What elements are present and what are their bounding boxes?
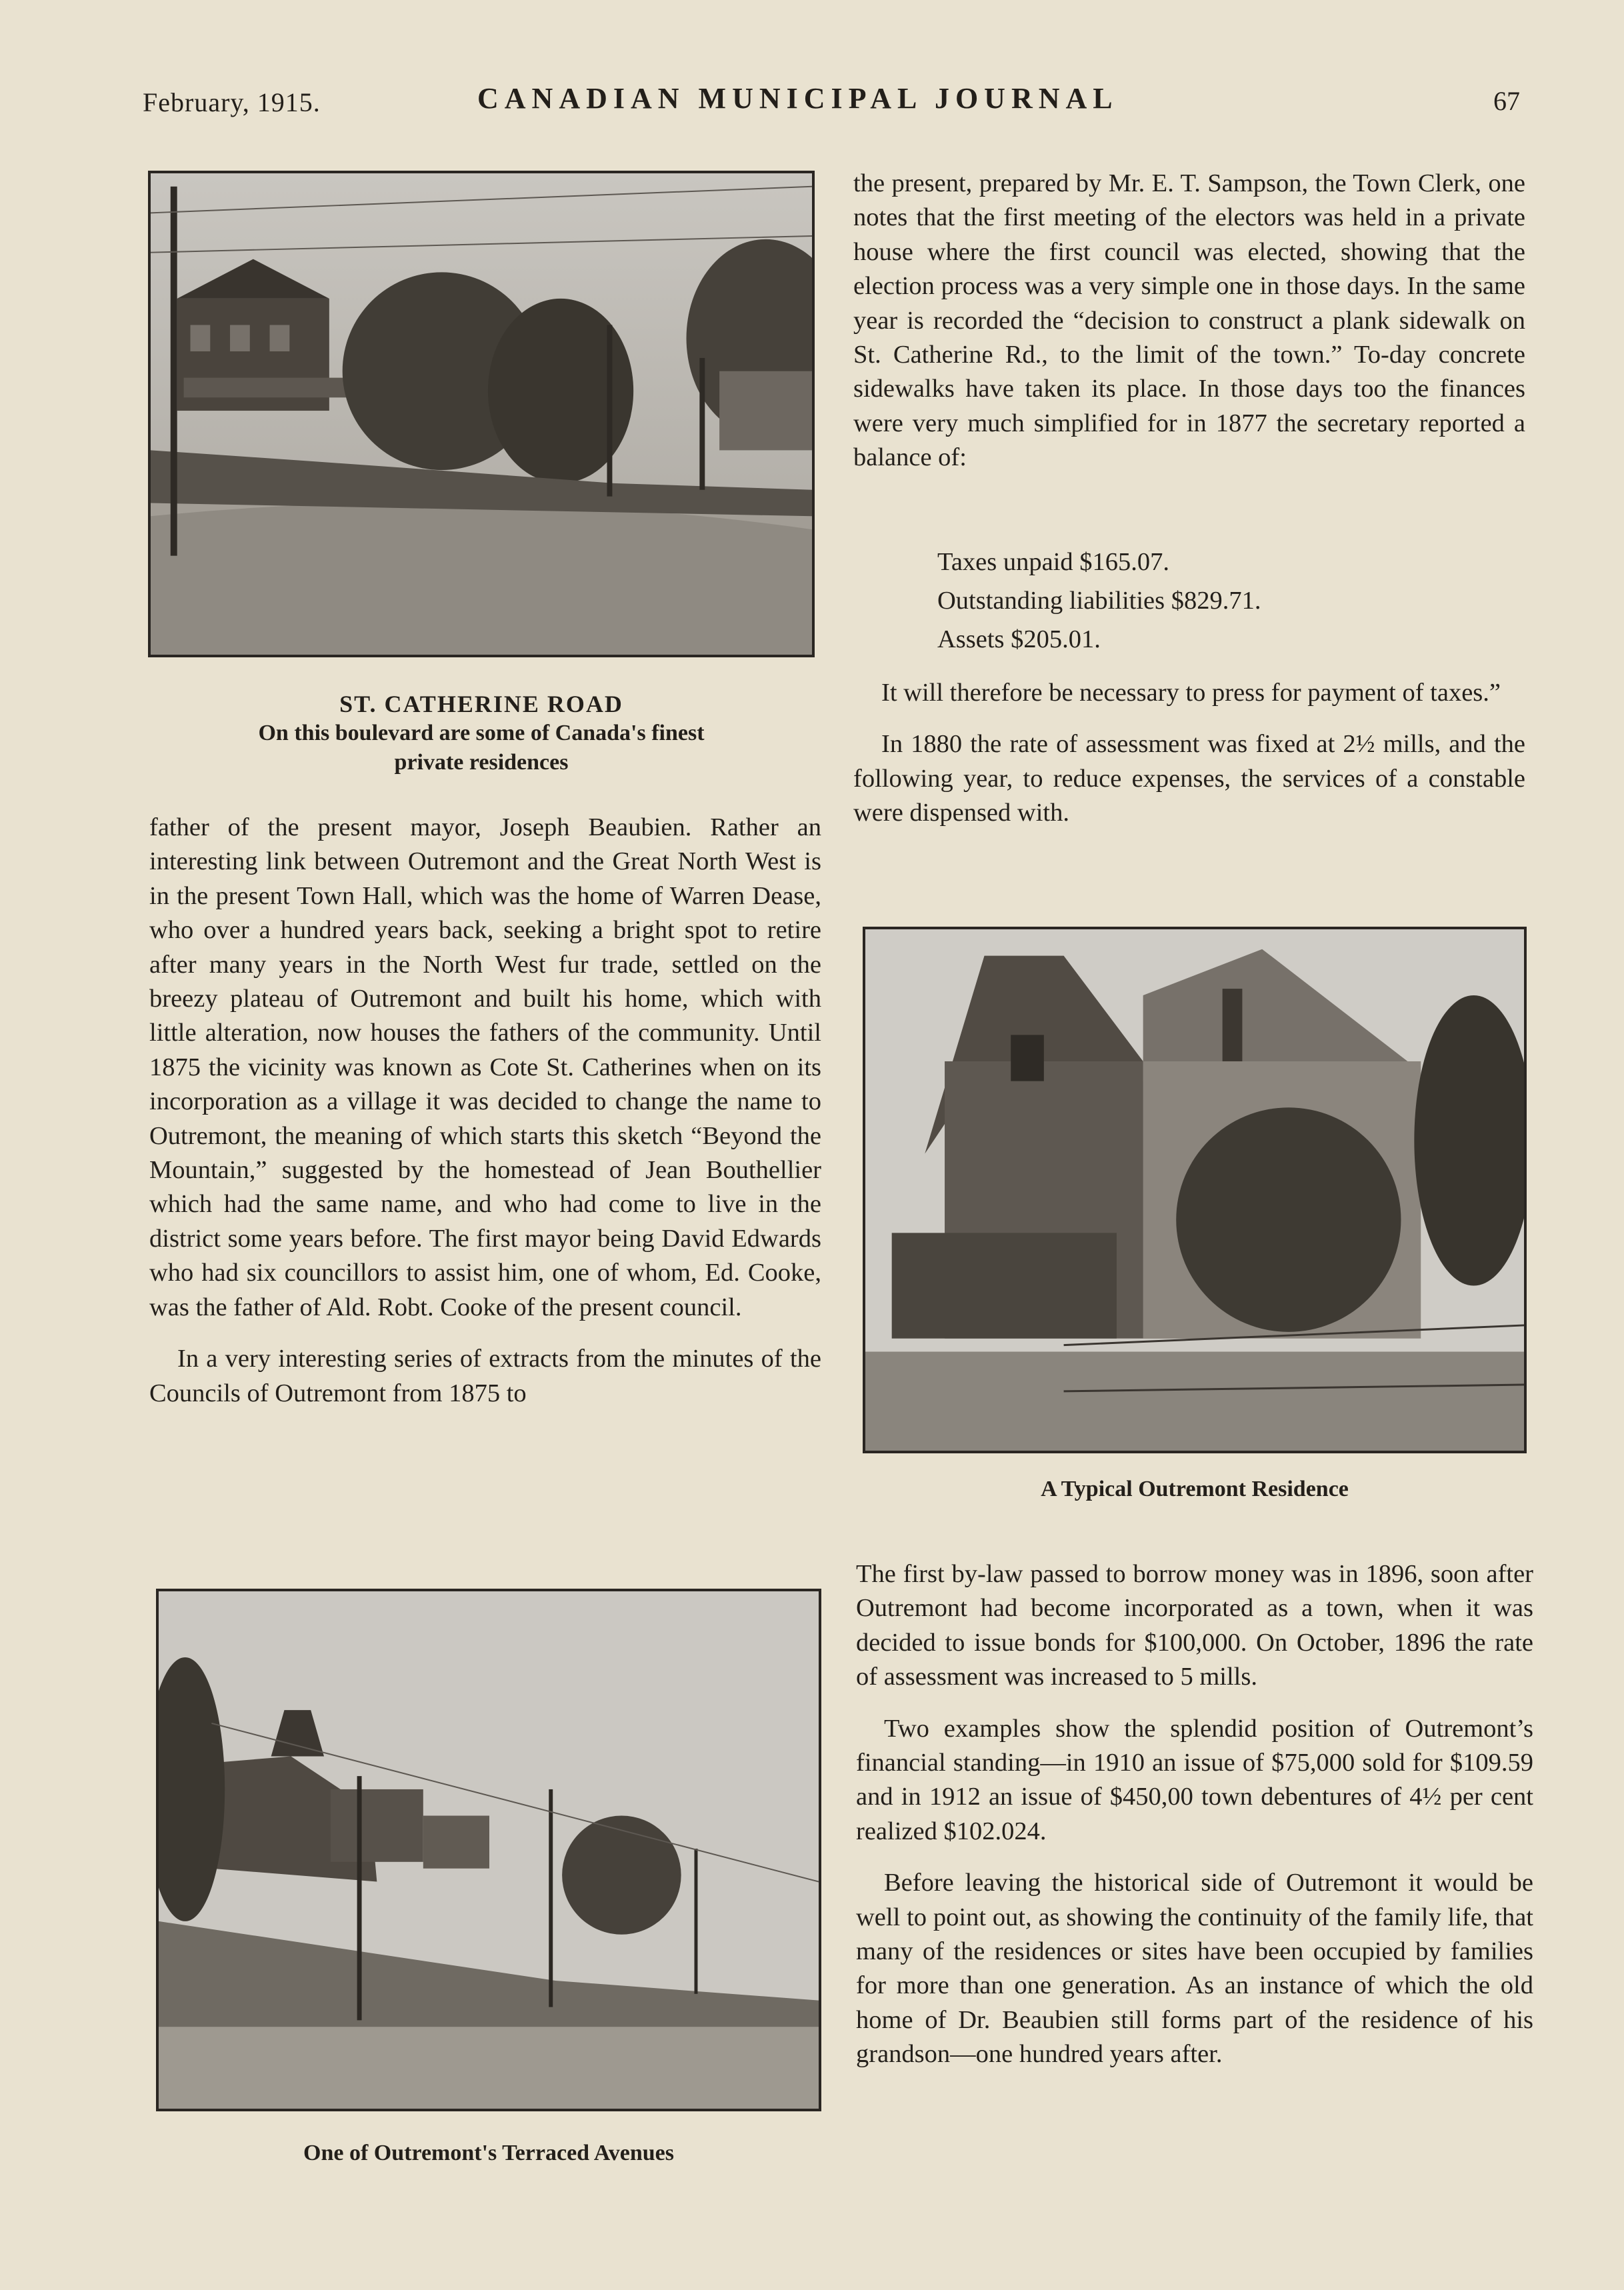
right-column-middle [853, 676, 1525, 831]
balance-ledger [937, 543, 1261, 659]
ledger-line: Outstanding liabilities $829.71. [937, 587, 1261, 615]
right-column-top [853, 167, 1525, 475]
paragraph: Before leaving the historical side of Outremont it would be well to point out, as showing the continuity of the family life, that many of the residences or sites have been occupied by families for more than one generation. As an instance of which the old home of Dr. Beaubien still forms part of the residence of his grandson—one hundred years after. [856, 1869, 1533, 2069]
ledger-line: Assets $205.01. [937, 625, 1101, 653]
paragraph: The first by-law passed to borrow money was in 1896, soon after Outremont had become incorporated as a town, when it was decided to issue bonds for $100,000. On October, 1896 the rate of assessment was increased to 5 mills. [856, 1560, 1533, 1691]
caption-title: ST. CATHERINE ROAD [339, 691, 623, 717]
paragraph: father of the present mayor, Joseph Beaubien. Rather an interesting link between Outremont and the Great North West is in the present Town Hall, which was the home of Warren Dease, who over a hundred years back, seeking a bright spot to retire after many years in the North West fur trade, settled on the breezy plateau of Outremont and built his home, which with little alteration, now houses the fathers of the community. Until 1875 the vicinity was known as Cote St. Catherines when on its incorporation as a village it was decided to change the name to Outremont, the meaning of which starts this sketch “Beyond the Mountain,” suggested by the homestead of Jean Bouthellier which had the same name, and who had come to live in the district some years before. The first mayor being David Edwards who had six councillors to assist him, one of whom, Ed. Cooke, was the father of Ald. Robt. Cooke of the present council. [149, 813, 821, 1321]
left-column [149, 811, 821, 1411]
paragraph: In a very interesting series of extracts from the minutes of the Councils of Outremont from 1875 to [149, 1345, 821, 1407]
residence-caption: A Typical Outremont Residence [1041, 1477, 1349, 1501]
terraced-caption: One of Outremont's Terraced Avenues [303, 2141, 674, 2165]
journal-title: CANADIAN MUNICIPAL JOURNAL [477, 82, 1119, 115]
ledger-line: Taxes unpaid $165.07. [937, 548, 1170, 576]
st-catherine-road-photo [148, 171, 815, 657]
caption-line: private residences [394, 750, 569, 775]
right-column-bottom [856, 1557, 1533, 2072]
caption-line: On this boulevard are some of Canada's finest [258, 721, 705, 745]
page-number: 67 [1493, 86, 1520, 116]
issue-date: February, 1915. [143, 87, 321, 117]
st-catherine-caption [148, 689, 815, 777]
paragraph: Two examples show the splendid position of Outremont’s financial standing—in 1910 an issue of $75,000 sold for $109.59 and in 1912 an issue of $450,00 town debentures of 4½ per cent realized $102.024. [856, 1714, 1533, 1845]
outremont-residence-photo [863, 927, 1527, 1453]
paragraph: It will therefore be necessary to press for payment of taxes.” [881, 679, 1501, 707]
paragraph: In 1880 the rate of assessment was fixed at 2½ mills, and the following year, to reduce expenses, the services of a constable were dispensed with. [853, 730, 1525, 827]
paragraph: the present, prepared by Mr. E. T. Sampson, the Town Clerk, one notes that the first meeting of the electors was held in a private house where the first council was elected, showing that the election process was a very simple one in those days. In the same year is recorded the “decision to construct a plank sidewalk on St. Catherine Rd., to the limit of the town.” To-day concrete sidewalks have taken its place. In those days too the finances were very much simplified for in 1877 the secretary reported a balance of: [853, 169, 1525, 472]
terraced-avenues-photo [156, 1589, 821, 2111]
